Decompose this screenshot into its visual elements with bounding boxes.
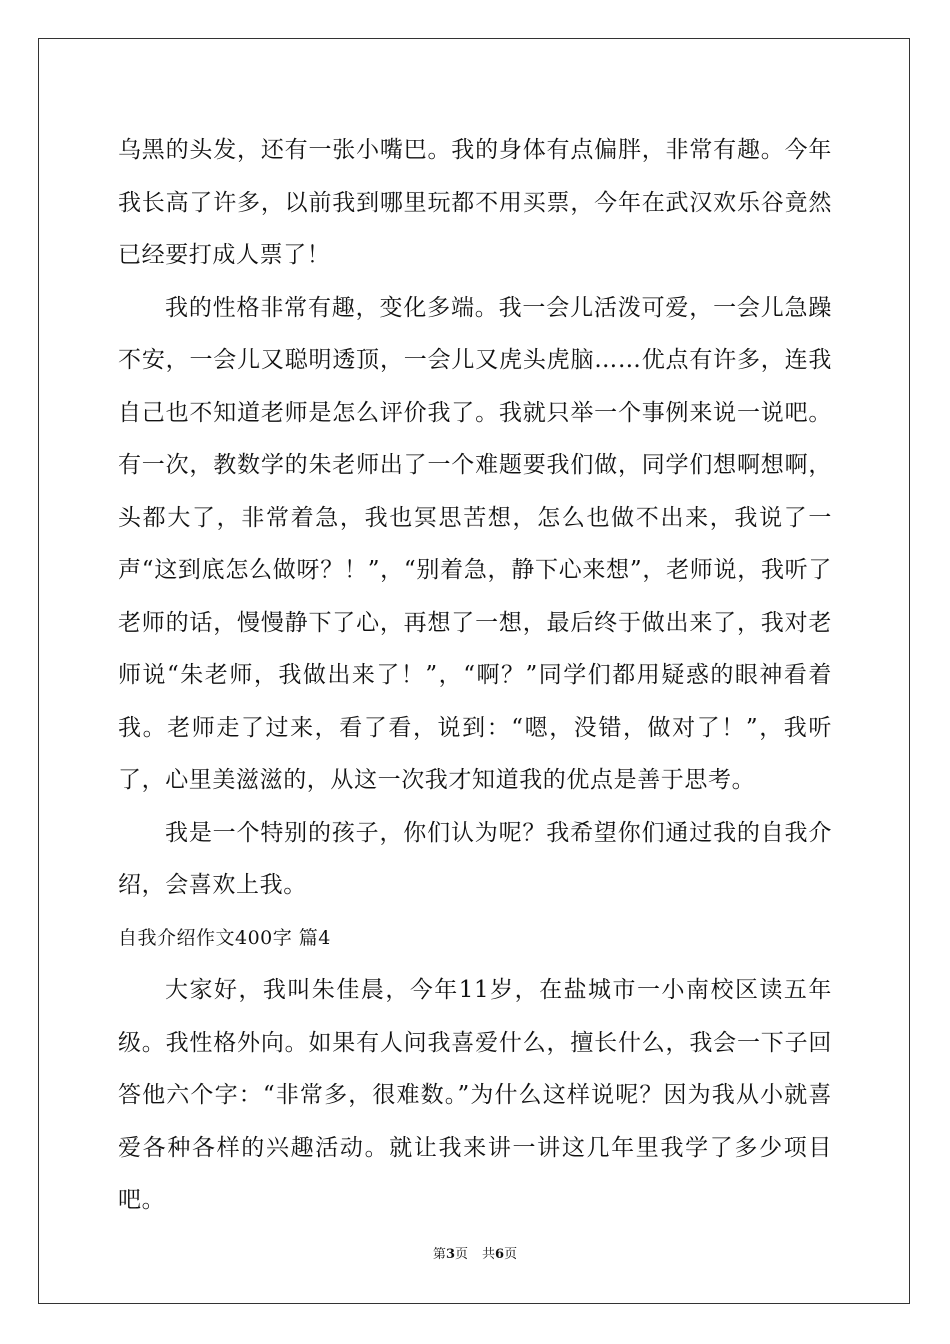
paragraph-continuation: 乌黑的头发，还有一张小嘴巴。我的身体有点偏胖，非常有趣。今年我长高了许多，以前我到哪里玩都不用买票，今年在武汉欢乐谷竟然已经要打成人票了！ xyxy=(118,137,832,268)
page-footer xyxy=(0,1246,950,1264)
paragraph-introduction: 大家好，我叫朱佳晨，今年11岁，在盐城市一小南校区读五年级。我性格外向。如果有人问我喜爱什么，擅长什么，我会一下子回答他六个字：“非常多，很难数。”为什么这样说呢？因为我从小就喜爱各种各样的兴趣活动。就让我来讲一讲这几年里我学了多少项目吧。 xyxy=(118,977,832,1213)
paragraph-closing: 我是一个特别的孩子，你们认为呢？我希望你们通过我的自我介绍，会喜欢上我。 xyxy=(118,819,832,898)
section-heading: 自我介绍作文400字 篇4 xyxy=(118,926,331,949)
document-body xyxy=(118,124,832,1227)
page-suffix: 页 xyxy=(454,1247,468,1262)
total-prefix: 共 xyxy=(482,1247,496,1262)
paragraph-personality: 我的性格非常有趣，变化多端。我一会儿活泼可爱，一会儿急躁不安，一会儿又聪明透顶，一会儿又虎头虎脑……优点有许多，连我自己也不知道老师是怎么评价我了。我就只举一个事例来说一说吧。有一次，教数学的朱老师出了一个难题要我们做，同学们想啊想啊，头都大了，非常着急，我也冥思苦想，怎么也做不出来，我说了一声“这到底怎么做呀？！”，“别着急，静下心来想”，老师说，我听了老师的话，慢慢静下了心，再想了一想，最后终于做出来了，我对老师说“朱老师，我做出来了！”，“啊？”同学们都用疑惑的眼神看着我。老师走了过来，看了看，说到：“嗯，没错，做对了！”，我听了，心里美滋滋的，从这一次我才知道我的优点是善于思考。 xyxy=(118,294,832,793)
total-pages: 6 xyxy=(495,1247,505,1262)
page-prefix: 第 xyxy=(432,1247,446,1262)
page-number: 3 xyxy=(445,1247,455,1262)
total-suffix: 页 xyxy=(504,1247,518,1262)
